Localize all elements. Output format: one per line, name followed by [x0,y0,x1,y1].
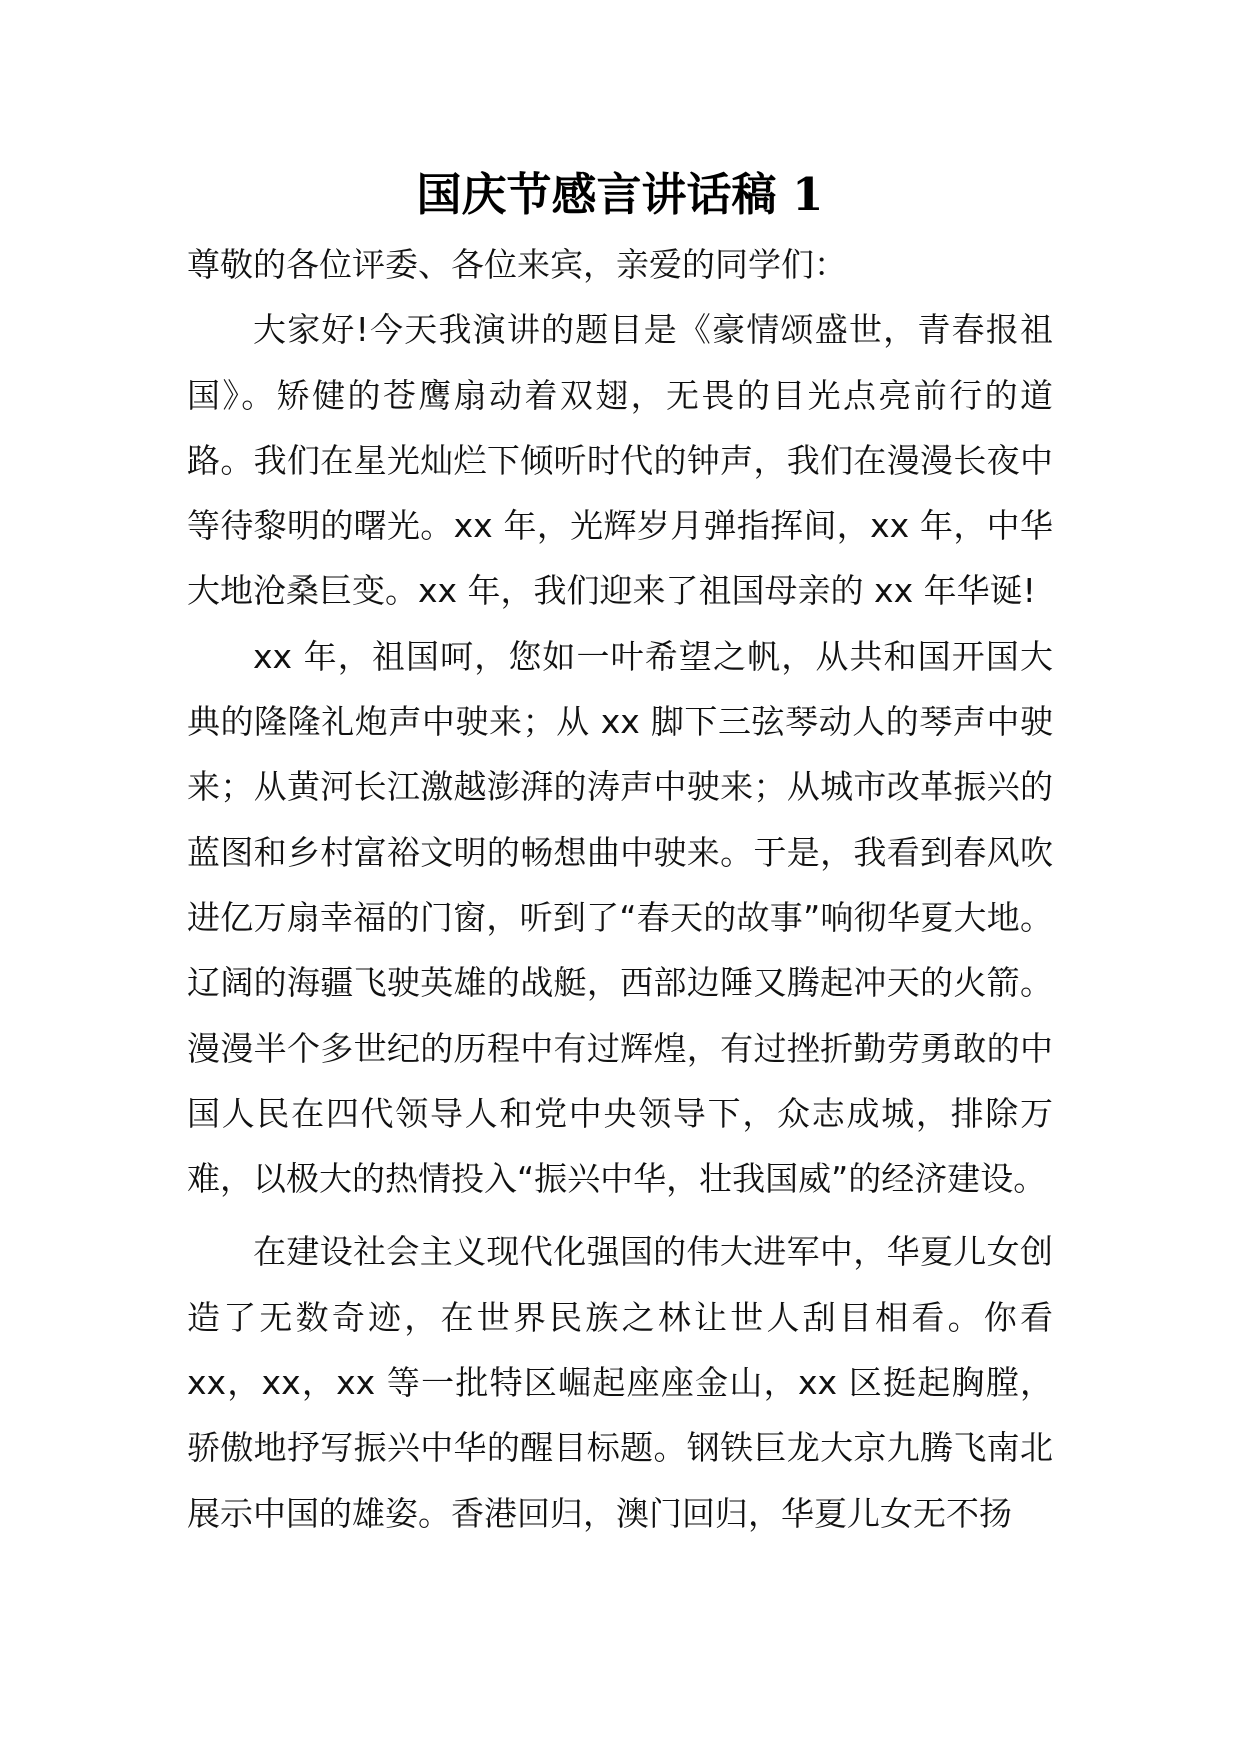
paragraph-3: 在建设社会主义现代化强国的伟大进军中，华夏儿女创造了无数奇迹，在世界民族之林让世人刮目相看。你看 xx，xx，xx 等一批特区崛起座座金山，xx 区挺起胸膛，骄傲地抒写振兴中华的醒目标题。钢铁巨龙大京九腾飞南北展示中国的雄姿。香港回归，澳门回归，华夏儿女无不扬 [187,1232,1053,1533]
paragraph-1: 大家好!今天我演讲的题目是《豪情颂盛世，青春报祖国》。矫健的苍鹰扇动着双翅，无畏的目光点亮前行的道路。我们在星光灿烂下倾听时代的钟声，我们在漫漫长夜中等待黎明的曙光。xx 年，光辉岁月弹指挥间，xx 年，中华大地沧桑巨变。xx 年，我们迎来了祖国母亲的 xx 年华诞! [187,310,1053,611]
document-body [187,232,1053,1546]
document-title: 国庆节感言讲话稿 1 [416,168,824,221]
salutation: 尊敬的各位评委、各位来宾，亲爱的同学们： [187,245,847,284]
paragraph-2: xx 年，祖国呵，您如一叶希望之帆，从共和国开国大典的隆隆礼炮声中驶来；从 xx 脚下三弦琴动人的琴声中驶来；从黄河长江激越澎湃的涛声中驶来；从城市改革振兴的蓝图和乡村富裕文明的畅想曲中驶来。于是，我看到春风吹进亿万扇幸福的门窗，听到了“春天的故事”响彻华夏大地。辽阔的海疆飞驶英雄的战艇，西部边陲又腾起冲天的火箭。漫漫半个多世纪的历程中有过辉煌，有过挫折勤劳勇敢的中国人民在四代领导人和党中央领导下，众志成城，排除万难，以极大的热情投入“振兴中华，壮我国威”的经济建设。 [187,636,1053,1199]
